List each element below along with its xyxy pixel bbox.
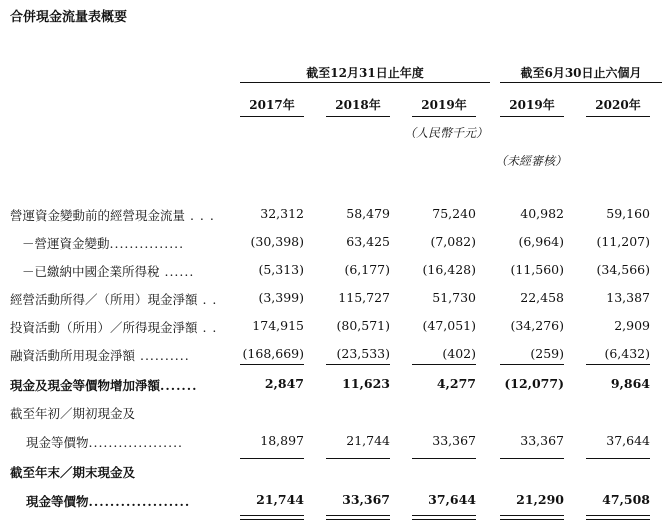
double-rule-2020-h1 <box>586 515 650 520</box>
value-cell: (16,428) <box>422 262 476 277</box>
value-cell: 47,508 <box>602 492 650 507</box>
row-label-dots: ....... <box>160 378 198 393</box>
row-label-text: 營運資金變動前的經營現金流量 <box>10 208 186 223</box>
value-cell: (23,533) <box>336 346 390 361</box>
total-rule-2018 <box>326 458 390 459</box>
year-rule-2019-h1 <box>500 116 564 117</box>
row-label-dots: . . <box>197 292 218 307</box>
double-rule-2018 <box>326 515 390 520</box>
double-rule-2019 <box>412 515 476 520</box>
group-header-six-months: 截至6月30日止六個月 <box>520 66 642 80</box>
subtotal-rule-2019 <box>412 364 476 365</box>
value-cell: 59,160 <box>606 206 650 221</box>
value-cell: 63,425 <box>346 234 390 249</box>
row-label-text: －已繳納中國企業所得稅 <box>22 264 160 279</box>
group-rule-six-months <box>500 82 662 83</box>
subtotal-rule-2017 <box>240 364 304 365</box>
row-label-text: 投資活動（所用）／所得現金淨額 <box>10 320 198 335</box>
row-label-dots: . . . <box>185 208 215 223</box>
row-label-dots: . . <box>197 320 218 335</box>
row-label <box>10 404 135 422</box>
value-cell: 21,744 <box>256 492 304 507</box>
row-label <box>10 206 215 224</box>
row-label <box>26 433 183 451</box>
value-cell: (34,276) <box>510 318 564 333</box>
row-label-dots: ................... <box>88 494 191 509</box>
value-cell: (6,432) <box>604 346 650 361</box>
total-rule-2019-h1 <box>500 458 564 459</box>
row-label-text: 現金等價物 <box>26 435 89 450</box>
value-cell: 32,312 <box>260 206 304 221</box>
row-label <box>10 346 190 364</box>
value-cell: 21,744 <box>346 433 390 448</box>
year-header-2019-h1: 2019年 <box>509 98 555 112</box>
row-label <box>26 492 190 510</box>
value-cell: (11,207) <box>596 234 650 249</box>
total-rule-2019 <box>412 458 476 459</box>
value-cell: 51,730 <box>432 290 476 305</box>
row-label <box>10 318 217 336</box>
value-cell: (3,399) <box>258 290 304 305</box>
subtotal-rule-2018 <box>326 364 390 365</box>
year-header-2017: 2017年 <box>249 98 295 112</box>
group-rule-annual <box>240 82 490 83</box>
row-label-text: 截至年末／期末現金及 <box>10 465 136 480</box>
value-cell: 115,727 <box>338 290 390 305</box>
double-rule-2017 <box>240 515 304 520</box>
value-cell: (30,398) <box>250 234 304 249</box>
value-cell: 33,367 <box>432 433 476 448</box>
value-cell: 174,915 <box>252 318 304 333</box>
page-title: 合併現金流量表概要 <box>10 10 128 25</box>
currency-note: （人民幣千元） <box>404 126 489 140</box>
double-rule-2019-h1 <box>500 515 564 520</box>
row-label-text: 現金及現金等價物增加淨額 <box>10 378 161 393</box>
value-cell: (34,566) <box>596 262 650 277</box>
value-cell: 37,644 <box>606 433 650 448</box>
year-rule-2017 <box>240 116 304 117</box>
row-label-dots: ...... <box>159 264 195 279</box>
value-cell: 4,277 <box>436 376 476 391</box>
row-label-text: 融資活動所用現金淨額 <box>10 348 136 363</box>
total-rule-2017 <box>240 458 304 459</box>
year-rule-2018 <box>326 116 390 117</box>
value-cell: (80,571) <box>336 318 390 333</box>
value-cell: (6,964) <box>518 234 564 249</box>
value-cell: (5,313) <box>258 262 304 277</box>
row-label <box>10 376 197 394</box>
row-label <box>10 290 217 308</box>
group-header-annual: 截至12月31日止年度 <box>306 66 424 80</box>
value-cell: (12,077) <box>504 376 564 391</box>
value-cell: (402) <box>442 346 476 361</box>
value-cell: 33,367 <box>342 492 390 507</box>
value-cell: (6,177) <box>344 262 390 277</box>
value-cell: 33,367 <box>520 433 564 448</box>
row-label-text: 經營活動所得／（所用）現金淨額 <box>10 292 198 307</box>
row-label-text: 現金等價物 <box>26 494 89 509</box>
value-cell: (7,082) <box>430 234 476 249</box>
value-cell: 22,458 <box>520 290 564 305</box>
value-cell: 9,864 <box>610 376 650 391</box>
subtotal-rule-2019-h1 <box>500 364 564 365</box>
year-header-2018: 2018年 <box>335 98 381 112</box>
year-rule-2020-h1 <box>586 116 650 117</box>
row-label <box>22 234 184 252</box>
value-cell: 2,847 <box>264 376 304 391</box>
value-cell: 13,387 <box>606 290 650 305</box>
row-label-dots: .......... <box>135 348 190 363</box>
value-cell: (259) <box>530 346 564 361</box>
value-cell: 18,897 <box>260 433 304 448</box>
value-cell: 37,644 <box>428 492 476 507</box>
value-cell: 40,982 <box>520 206 564 221</box>
row-label-text: 截至年初／期初現金及 <box>10 406 136 421</box>
value-cell: (11,560) <box>510 262 564 277</box>
year-header-2019: 2019年 <box>421 98 467 112</box>
total-rule-2020-h1 <box>586 458 650 459</box>
value-cell: 58,479 <box>346 206 390 221</box>
value-cell: 75,240 <box>432 206 476 221</box>
value-cell: 11,623 <box>342 376 390 391</box>
value-cell: (47,051) <box>422 318 476 333</box>
row-label-dots: ................... <box>88 435 184 450</box>
value-cell: (168,669) <box>242 346 304 361</box>
year-rule-2019 <box>412 116 476 117</box>
value-cell: 21,290 <box>516 492 564 507</box>
row-label <box>10 463 135 481</box>
unaudited-note: （未經審核） <box>495 154 568 168</box>
row-label <box>22 262 194 280</box>
subtotal-rule-2020-h1 <box>586 364 650 365</box>
row-label-text: －營運資金變動 <box>22 236 110 251</box>
year-header-2020-h1: 2020年 <box>595 98 641 112</box>
value-cell: 2,909 <box>614 318 650 333</box>
row-label-dots: ............... <box>109 236 185 251</box>
